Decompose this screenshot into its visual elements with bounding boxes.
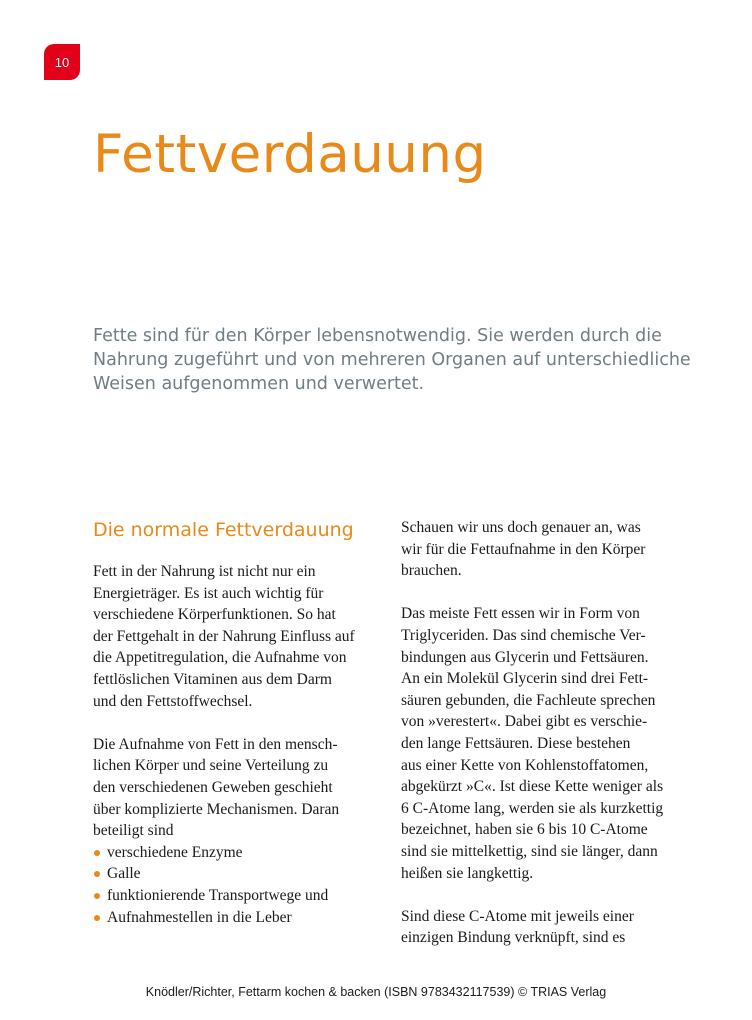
intro-line: Weisen aufgenommen und verwertet. bbox=[93, 374, 425, 394]
text-line: über komplizierte Mechanismen. Daran bbox=[93, 800, 340, 818]
body-paragraph bbox=[401, 517, 701, 582]
text-line: 6 C-Atome lang, werden sie als kurzkettig bbox=[401, 799, 664, 817]
text-line: verschiedene Körperfunktionen. So hat bbox=[93, 606, 336, 624]
footer-citation: Knödler/Richter, Fettarm kochen & backen (ISBN 9783432117539) © TRIAS Verlag bbox=[145, 985, 607, 999]
text-line: einzigen Bindung verknüpft, sind es bbox=[401, 929, 626, 947]
text-line: Das meiste Fett essen wir in Form von bbox=[401, 605, 640, 623]
paragraph-gap bbox=[401, 582, 701, 604]
text-line: bezeichnet, haben sie 6 bis 10 C-Atome bbox=[401, 821, 648, 839]
bullet-item bbox=[93, 907, 383, 929]
text-line: aus einer Kette von Kohlenstoffatomen, bbox=[401, 756, 649, 774]
text-line: bindungen aus Glycerin und Fettsäuren. bbox=[401, 648, 649, 666]
text-line: von »verestert«. Dabei gibt es verschie- bbox=[401, 713, 648, 731]
bullet-text: Galle bbox=[107, 865, 141, 883]
text-line: Sind diese C-Atome mit jeweils einer bbox=[401, 907, 634, 925]
intro-line: Nahrung zugeführt und von mehreren Organen auf unterschiedliche bbox=[93, 350, 691, 370]
text-line: Energieträger. Es ist auch wichtig für bbox=[93, 584, 324, 602]
body-paragraph bbox=[401, 603, 701, 884]
text-line: heißen sie langkettig. bbox=[401, 864, 534, 882]
bullet-text: Aufnahmestellen in die Leber bbox=[107, 908, 292, 926]
bullet-item bbox=[93, 842, 383, 864]
text-line: Fett in der Nahrung ist nicht nur ein bbox=[93, 563, 316, 580]
text-line: säuren gebunden, die Fachleute sprechen bbox=[401, 691, 656, 709]
bullet-text: funktionierende Transportwege und bbox=[107, 886, 329, 904]
right-column bbox=[401, 517, 701, 949]
intro-line: Fette sind für den Körper lebensnotwendig. Sie werden durch die bbox=[93, 326, 662, 346]
page-title: Fettverdauung bbox=[93, 124, 487, 185]
bullet-dot-icon bbox=[94, 915, 100, 921]
text-line: der Fettgehalt in der Nahrung Einfluss auf bbox=[93, 627, 355, 645]
section-heading: Die normale Fettverdauung bbox=[93, 519, 354, 541]
text-line: fettlöslichen Vitaminen aus dem Darm bbox=[93, 670, 332, 688]
text-line: lichen Körper und seine Verteilung zu bbox=[93, 757, 329, 775]
text-line: die Appetitregulation, die Aufnahme von bbox=[93, 649, 347, 667]
body-paragraph bbox=[93, 561, 383, 712]
bullet-item bbox=[93, 885, 383, 907]
bullet-list bbox=[93, 842, 383, 928]
bullet-item bbox=[93, 863, 383, 885]
page-number-badge: 10 bbox=[44, 44, 80, 80]
text-line: Schauen wir uns doch genauer an, was bbox=[401, 519, 641, 536]
bullet-text: verschiedene Enzyme bbox=[107, 843, 243, 861]
text-line: brauchen. bbox=[401, 562, 462, 580]
text-line: An ein Molekül Glycerin sind drei Fett- bbox=[401, 670, 649, 688]
body-paragraph bbox=[93, 734, 383, 842]
text-line: den lange Fettsäuren. Diese bestehen bbox=[401, 734, 631, 752]
body-paragraph bbox=[401, 906, 701, 949]
text-line: Triglyceriden. Das sind chemische Ver- bbox=[401, 626, 646, 644]
text-line: abgekürzt »C«. Ist diese Kette weniger als bbox=[401, 778, 664, 796]
text-line: und den Fettstoffwechsel. bbox=[93, 692, 253, 710]
text-line: den verschiedenen Geweben geschieht bbox=[93, 778, 333, 796]
intro-text bbox=[93, 324, 693, 396]
text-line: sind sie mittelkettig, sind sie länger, dann bbox=[401, 842, 658, 860]
bullet-dot-icon bbox=[94, 850, 100, 856]
paragraph-gap bbox=[401, 884, 701, 906]
paragraph-gap bbox=[93, 712, 383, 734]
text-line: wir für die Fettaufnahme in den Körper bbox=[401, 540, 646, 558]
text-line: Die Aufnahme von Fett in den mensch- bbox=[93, 735, 338, 753]
bullet-dot-icon bbox=[94, 893, 100, 899]
text-line: beteiligt sind bbox=[93, 822, 174, 840]
bullet-dot-icon bbox=[94, 871, 100, 877]
left-column bbox=[93, 514, 383, 928]
